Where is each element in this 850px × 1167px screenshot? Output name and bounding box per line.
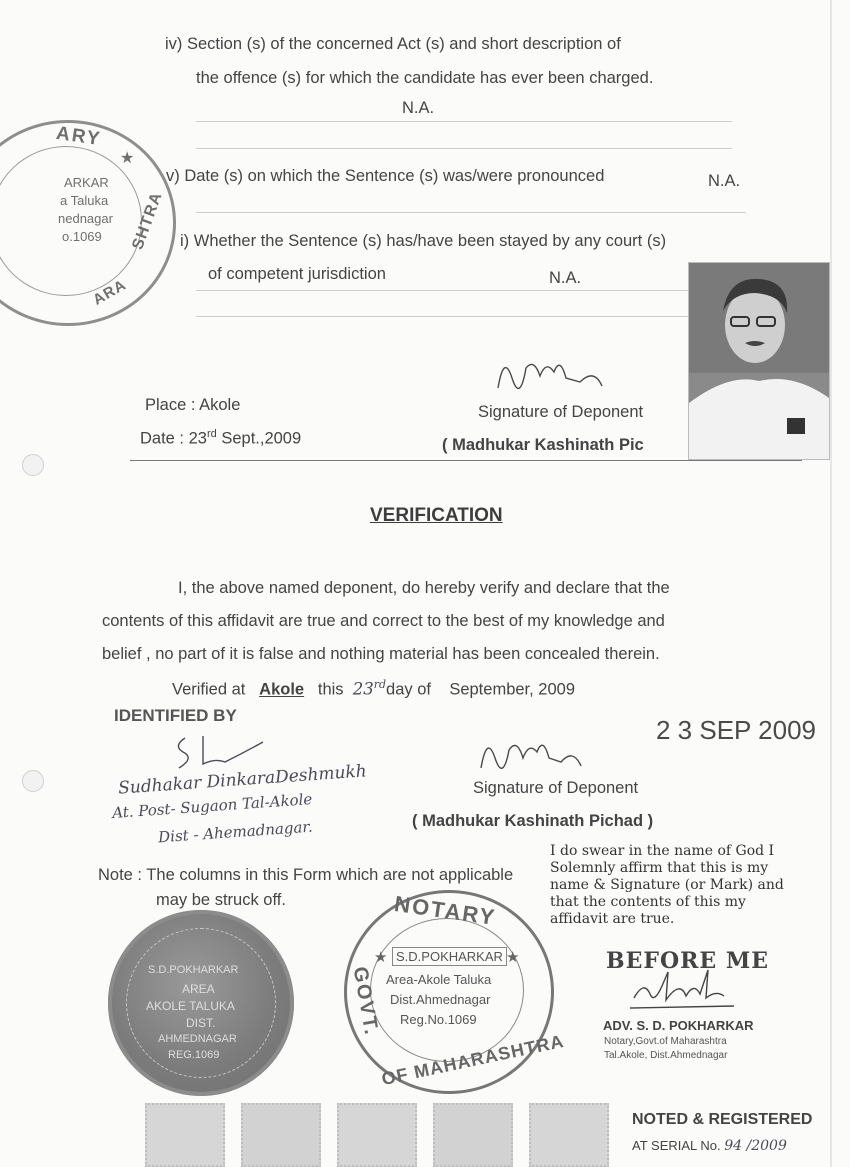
punch-hole <box>22 770 44 792</box>
date-label <box>140 428 301 449</box>
deponent-photo <box>688 262 830 460</box>
note-line1: Note : The columns in this Form which are not applicable <box>98 866 514 884</box>
oath-line2: Solemnly affirm that this is my <box>550 860 769 876</box>
rule <box>196 121 732 122</box>
notary-stamp-text: Area-Akole Taluka <box>386 972 492 987</box>
item-iv-line2: the offence (s) for which the candidate has ever been charged. <box>196 69 654 87</box>
verification-line2: contents of this affidavit are true and correct to the best of my knowledge and <box>102 612 665 630</box>
day-sup: rd <box>373 678 387 691</box>
verified-at-line <box>172 678 575 700</box>
rule <box>196 148 732 149</box>
day-number: 23 <box>352 679 374 699</box>
notary-arc-bottom: OF MAHARASHTRA <box>379 1030 566 1090</box>
punch-hole <box>22 454 44 476</box>
rule <box>196 212 746 213</box>
verification-line1: I, the above named deponent, do hereby verify and declare that the <box>178 579 670 597</box>
deponent-name-1: ( Madhukar Kashinath Pic <box>442 436 644 454</box>
star-icon: ★ <box>374 949 388 966</box>
deponent-signature-1 <box>490 348 610 408</box>
verified-place: Akole <box>259 680 305 699</box>
month-year: September, 2009 <box>449 680 576 699</box>
oath-line5: affidavit are true. <box>550 911 675 927</box>
notary-stamp-text: Reg.No.1069 <box>400 1012 477 1027</box>
seal-text: AKOLE TALUKA <box>146 999 235 1013</box>
stamp-text: o.1069 <box>62 229 102 244</box>
divider <box>130 460 802 461</box>
stamp-text: a Taluka <box>60 193 109 208</box>
date-suffix: Sept.,2009 <box>221 429 302 448</box>
notary-title: Notary,Govt.of Maharashtra <box>604 1036 727 1047</box>
date-stamp: 2 3 SEP 2009 <box>656 715 816 745</box>
revenue-stamps <box>145 1103 625 1167</box>
stamp-text: nednagar <box>58 211 113 226</box>
notary-stamp-text: Dist.Ahmednagar <box>390 992 491 1007</box>
place-label: Place : Akole <box>145 396 241 414</box>
identified-by-stamp: IDENTIFIED BY <box>114 706 237 725</box>
item-vi-line2: of competent jurisdiction <box>208 265 386 283</box>
serial-line <box>632 1138 787 1154</box>
identifier-district-hand: Dist - Ahemadnagar. <box>157 817 314 847</box>
oath-line1: I do swear in the name of God I <box>550 843 775 859</box>
stamp-arc-side: SHTRA <box>129 189 166 252</box>
this-word: this <box>317 680 344 699</box>
day-of: day of <box>386 680 431 699</box>
oath-line4: that the contents of this my <box>550 894 746 910</box>
rule <box>196 316 690 317</box>
item-vi-line1: i) Whether the Sentence (s) has/have been stayed by any court (s) <box>180 232 667 250</box>
identifier-name-hand: Sudhakar DinkaraDeshmukh <box>117 761 368 799</box>
star-icon: ★ <box>506 949 520 966</box>
item-v-line: v) Date (s) on which the Sentence (s) was/were pronounced <box>166 167 605 185</box>
notary-arc-top: NOTARY <box>392 890 498 931</box>
identifier-address-hand: At. Post- Sugaon Tal-Akole <box>111 790 313 822</box>
oath-line3: name & Signature (or Mark) and <box>550 877 784 893</box>
stamp-arc-bottom: ARA <box>90 276 130 309</box>
item-iv-line1: iv) Section (s) of the concerned Act (s) and short description of <box>165 35 621 53</box>
notary-stamp-text: S.D.POKHARKAR <box>392 947 507 966</box>
item-vi-value: N.A. <box>549 269 582 287</box>
stamp-text: ARKAR <box>64 175 109 190</box>
seal-text: S.D.POKHARKAR <box>148 964 239 976</box>
item-v-value: N.A. <box>708 172 741 190</box>
date-prefix: Date : 23 <box>140 429 207 448</box>
serial-value: 94 /2009 <box>724 1138 787 1154</box>
rule <box>196 290 690 291</box>
notary-place: Tal.Akole, Dist.Ahmednagar <box>604 1050 728 1061</box>
signature-label-2: Signature of Deponent <box>473 779 639 797</box>
star-icon: ★ <box>120 150 135 167</box>
noted-registered-title: NOTED & REGISTERED <box>632 1111 813 1128</box>
seal-text: REG.1069 <box>168 1049 220 1061</box>
item-iv-value: N.A. <box>402 99 435 117</box>
seal-text: AHMEDNAGAR <box>158 1033 237 1045</box>
date-sup: rd <box>206 428 217 440</box>
deponent-name-2: ( Madhukar Kashinath Pichad ) <box>412 812 654 830</box>
notary-arc-left: GOVT. <box>348 965 383 1038</box>
notary-name: ADV. S. D. POKHARKAR <box>603 1018 754 1033</box>
stamp-arc-top: ARY <box>54 122 103 151</box>
verification-line3: belief , no part of it is false and nothing material has been concealed therein. <box>102 645 660 663</box>
note-line2: may be struck off. <box>156 891 286 909</box>
page-edge <box>830 0 832 1167</box>
signature-label-1: Signature of Deponent <box>478 403 644 421</box>
before-me-title: BEFORE ME <box>606 948 769 974</box>
notary-stamp-inner <box>370 918 524 1062</box>
verified-at-label: Verified at <box>172 680 246 699</box>
verification-heading: VERIFICATION <box>370 505 503 526</box>
notary-signature <box>624 960 744 1020</box>
serial-label: AT SERIAL No. <box>632 1138 721 1153</box>
seal-text: DIST. <box>186 1016 216 1030</box>
seal-text: AREA <box>182 982 215 996</box>
